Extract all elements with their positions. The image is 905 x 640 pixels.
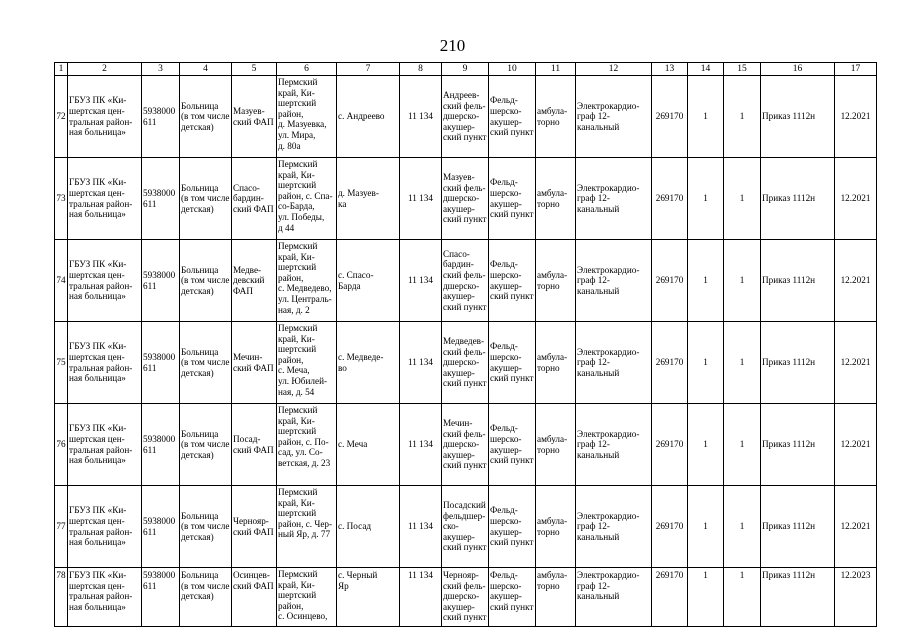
- unit-cell: Осинцев- ский ФАП: [232, 568, 277, 627]
- quantity-cell: 1: [724, 568, 761, 627]
- row-number: 78: [55, 568, 68, 627]
- date-cell: 12.2021: [835, 404, 877, 486]
- unit-cell: Спасо- бардин- ский ФАП: [232, 158, 277, 240]
- document-cell: Приказ 1112н: [761, 322, 835, 404]
- row-number: 76: [55, 404, 68, 486]
- column-number: 5: [232, 63, 277, 76]
- address-cell: Пермский край, Ки- шертский район, с. Медведево, ул. Централь- ная, д. 2: [277, 240, 337, 322]
- subunit-cell: Мазуев- ский фель- дшерско- акушер- ский пункт: [442, 158, 489, 240]
- column-number: 9: [442, 63, 489, 76]
- row-number: 77: [55, 486, 68, 568]
- address-cell: Пермский край, Ки- шертский район, с. Спа- со-Барда, ул. Победы, д 44: [277, 158, 337, 240]
- date-cell: 12.2021: [835, 240, 877, 322]
- table-row: [55, 158, 877, 240]
- subunit-cell: Медведев- ский фель- дшерско- акушер- ский пункт: [442, 322, 489, 404]
- inn-cell: 5938000 611: [142, 76, 180, 158]
- profile-cell: Фельд- шерско- акушер- ский пункт: [489, 158, 536, 240]
- column-number: 6: [277, 63, 337, 76]
- subunit-cell: Спасо- бардин- ский фель- дшерско- акушер- ский пункт: [442, 240, 489, 322]
- quantity-cell: 1: [688, 240, 724, 322]
- facility-type-cell: Больница (в том числе детская): [180, 158, 232, 240]
- facility-type-cell: Больница (в том числе детская): [180, 322, 232, 404]
- equipment-code-cell: 269170: [652, 404, 688, 486]
- address-cell: Пермский край, Ки- шертский район, с. Чер- ный Яр, д. 77: [277, 486, 337, 568]
- quantity-cell: 1: [724, 240, 761, 322]
- date-cell: 12.2023: [835, 568, 877, 627]
- equipment-cell: Электрокардио- граф 12- канальный: [576, 404, 652, 486]
- registry-table: [54, 62, 877, 627]
- column-number: 13: [652, 63, 688, 76]
- row-number: 74: [55, 240, 68, 322]
- equipment-cell: Электрокардио- граф 12- канальный: [576, 240, 652, 322]
- quantity-cell: 1: [688, 568, 724, 627]
- care-type-cell: амбула- торно: [536, 240, 576, 322]
- equipment-code-cell: 269170: [652, 322, 688, 404]
- code-cell: 11 134: [400, 404, 442, 486]
- profile-cell: Фельд- шерско- акушер- ский пункт: [489, 568, 536, 627]
- row-number: 72: [55, 76, 68, 158]
- unit-cell: Мечин- ский ФАП: [232, 322, 277, 404]
- inn-cell: 5938000 611: [142, 240, 180, 322]
- quantity-cell: 1: [724, 486, 761, 568]
- row-number: 75: [55, 322, 68, 404]
- care-type-cell: амбула- торно: [536, 486, 576, 568]
- quantity-cell: 1: [688, 404, 724, 486]
- date-cell: 12.2021: [835, 322, 877, 404]
- document-cell: Приказ 1112н: [761, 240, 835, 322]
- column-number: 8: [400, 63, 442, 76]
- inn-cell: 5938000 611: [142, 486, 180, 568]
- organization-cell: ГБУЗ ПК «Ки- шертская цен- тральная район- ная больница»: [68, 322, 142, 404]
- code-cell: 11 134: [400, 158, 442, 240]
- inn-cell: 5938000 611: [142, 404, 180, 486]
- locality-cell: с. Меча: [337, 404, 400, 486]
- page-number: 210: [439, 36, 466, 55]
- inn-cell: 5938000 611: [142, 158, 180, 240]
- locality-cell: с. Медведе- во: [337, 322, 400, 404]
- code-cell: 11 134: [400, 568, 442, 627]
- care-type-cell: амбула- торно: [536, 76, 576, 158]
- column-number: 17: [835, 63, 877, 76]
- quantity-cell: 1: [724, 404, 761, 486]
- quantity-cell: 1: [688, 486, 724, 568]
- quantity-cell: 1: [688, 158, 724, 240]
- table-row: [55, 568, 877, 627]
- care-type-cell: амбула- торно: [536, 404, 576, 486]
- column-number: 7: [337, 63, 400, 76]
- quantity-cell: 1: [724, 158, 761, 240]
- locality-cell: с. Андреево: [337, 76, 400, 158]
- care-type-cell: амбула- торно: [536, 322, 576, 404]
- organization-cell: ГБУЗ ПК «Ки- шертская цен- тральная район- ная больница»: [68, 240, 142, 322]
- code-cell: 11 134: [400, 240, 442, 322]
- row-number: 73: [55, 158, 68, 240]
- document-cell: Приказ 1112н: [761, 568, 835, 627]
- organization-cell: ГБУЗ ПК «Ки- шертская цен- тральная район- ная больница»: [68, 486, 142, 568]
- document-cell: Приказ 1112н: [761, 158, 835, 240]
- column-number: 12: [576, 63, 652, 76]
- subunit-cell: Мечин- ский фель- дшерско- акушер- ский пункт: [442, 404, 489, 486]
- organization-cell: ГБУЗ ПК «Ки- шертская цен- тральная район- ная больница»: [68, 158, 142, 240]
- column-number: 1: [55, 63, 68, 76]
- care-type-cell: амбула- торно: [536, 158, 576, 240]
- organization-cell: ГБУЗ ПК «Ки- шертская цен- тральная район- ная больница»: [68, 568, 142, 627]
- address-cell: Пермский край, Ки- шертский район, с. По- сад, ул. Со- ветская, д. 23: [277, 404, 337, 486]
- code-cell: 11 134: [400, 76, 442, 158]
- column-number: 15: [724, 63, 761, 76]
- address-cell: Пермский край, Ки- шертский район, с. Осинцево,: [277, 568, 337, 627]
- column-number: 3: [142, 63, 180, 76]
- subunit-cell: Андреев- ский фель- дшерско- акушер- ский пункт: [442, 76, 489, 158]
- table-row: [55, 76, 877, 158]
- column-number: 10: [489, 63, 536, 76]
- document-cell: Приказ 1112н: [761, 76, 835, 158]
- equipment-cell: Электрокардио- граф 12- канальный: [576, 322, 652, 404]
- document-cell: Приказ 1112н: [761, 404, 835, 486]
- address-cell: Пермский край, Ки- шертский район, с. Меча, ул. Юбилей- ная, д. 54: [277, 322, 337, 404]
- address-cell: Пермский край, Ки- шертский район, д. Мазуевка, ул. Мира, д. 80а: [277, 76, 337, 158]
- unit-cell: Медве- девский ФАП: [232, 240, 277, 322]
- locality-cell: д. Мазуев- ка: [337, 158, 400, 240]
- equipment-code-cell: 269170: [652, 240, 688, 322]
- equipment-cell: Электрокардио- граф 12- канальный: [576, 158, 652, 240]
- profile-cell: Фельд- шерско- акушер- ский пункт: [489, 322, 536, 404]
- profile-cell: Фельд- шерско- акушер- ский пункт: [489, 76, 536, 158]
- date-cell: 12.2021: [835, 158, 877, 240]
- unit-cell: Посад- ский ФАП: [232, 404, 277, 486]
- column-number: 16: [761, 63, 835, 76]
- table-row: [55, 486, 877, 568]
- table-row: [55, 404, 877, 486]
- profile-cell: Фельд- шерско- акушер- ский пункт: [489, 486, 536, 568]
- quantity-cell: 1: [724, 76, 761, 158]
- organization-cell: ГБУЗ ПК «Ки- шертская цен- тральная район- ная больница»: [68, 404, 142, 486]
- date-cell: 12.2021: [835, 76, 877, 158]
- column-number: 14: [688, 63, 724, 76]
- equipment-code-cell: 269170: [652, 76, 688, 158]
- equipment-cell: Электрокардио- граф 12- канальный: [576, 76, 652, 158]
- code-cell: 11 134: [400, 322, 442, 404]
- inn-cell: 5938000 611: [142, 322, 180, 404]
- equipment-cell: Электрокардио- граф 12- канальный: [576, 568, 652, 627]
- subunit-cell: Чернояр- ский фель- дшерско- акушер- ский пункт: [442, 568, 489, 627]
- inn-cell: 5938000 611: [142, 568, 180, 627]
- locality-cell: с. Спасо- Барда: [337, 240, 400, 322]
- facility-type-cell: Больница (в том числе детская): [180, 568, 232, 627]
- quantity-cell: 1: [688, 322, 724, 404]
- facility-type-cell: Больница (в том числе детская): [180, 76, 232, 158]
- equipment-code-cell: 269170: [652, 568, 688, 627]
- document-cell: Приказ 1112н: [761, 486, 835, 568]
- locality-cell: с. Черный Яр: [337, 568, 400, 627]
- facility-type-cell: Больница (в том числе детская): [180, 240, 232, 322]
- equipment-code-cell: 269170: [652, 158, 688, 240]
- unit-cell: Чернояр- ский ФАП: [232, 486, 277, 568]
- unit-cell: Мазуев- ский ФАП: [232, 76, 277, 158]
- quantity-cell: 1: [688, 76, 724, 158]
- table-row: [55, 322, 877, 404]
- facility-type-cell: Больница (в том числе детская): [180, 486, 232, 568]
- table-row: [55, 240, 877, 322]
- equipment-cell: Электрокардио- граф 12- канальный: [576, 486, 652, 568]
- subunit-cell: Посадский фельдшер- ско- акушер- ский пункт: [442, 486, 489, 568]
- profile-cell: Фельд- шерско- акушер- ский пункт: [489, 240, 536, 322]
- locality-cell: с. Посад: [337, 486, 400, 568]
- column-number: 4: [180, 63, 232, 76]
- facility-type-cell: Больница (в том числе детская): [180, 404, 232, 486]
- column-number-row: [55, 63, 877, 76]
- organization-cell: ГБУЗ ПК «Ки- шертская цен- тральная район- ная больница»: [68, 76, 142, 158]
- code-cell: 11 134: [400, 486, 442, 568]
- profile-cell: Фельд- шерско- акушер- ский пункт: [489, 404, 536, 486]
- column-number: 11: [536, 63, 576, 76]
- care-type-cell: амбула- торно: [536, 568, 576, 627]
- column-number: 2: [68, 63, 142, 76]
- date-cell: 12.2021: [835, 486, 877, 568]
- quantity-cell: 1: [724, 322, 761, 404]
- equipment-code-cell: 269170: [652, 486, 688, 568]
